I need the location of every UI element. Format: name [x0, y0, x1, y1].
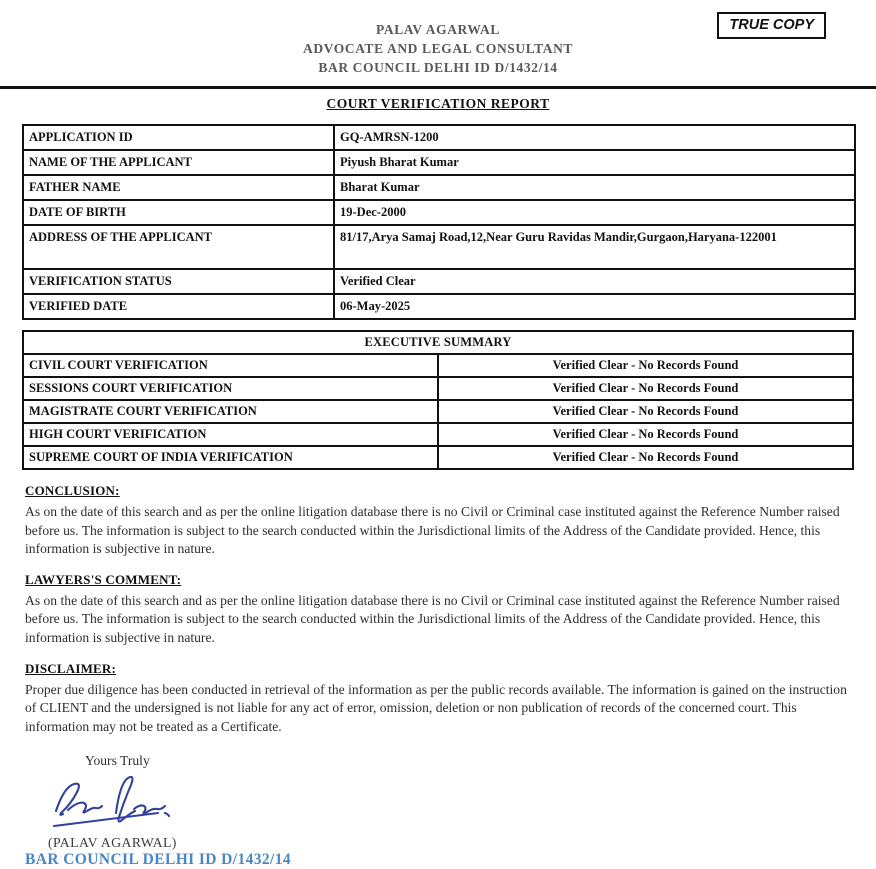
field-value: 19-Dec-2000: [334, 200, 855, 225]
verification-result: Verified Clear - No Records Found: [438, 354, 853, 377]
field-label: ADDRESS OF THE APPLICANT: [23, 225, 334, 269]
true-copy-stamp: TRUE COPY: [717, 12, 826, 39]
verification-result: Verified Clear - No Records Found: [438, 446, 853, 469]
table-row: [23, 200, 855, 225]
verification-label: MAGISTRATE COURT VERIFICATION: [23, 400, 438, 423]
section-body: As on the date of this search and as per the online litigation database there is no Civil or Criminal case instituted against the Reference Number raised before us. The information is subject to the search conducted within the Jurisdictional limits of the Address of the Candidate provided. Hence, this information is subjective in nature.: [25, 592, 840, 645]
verification-label: SESSIONS COURT VERIFICATION: [23, 377, 438, 400]
text-sections: [25, 483, 856, 736]
section-heading: LAWYERS'S COMMENT:: [25, 571, 182, 587]
signatory-name: (PALAV AGARWAL): [48, 835, 177, 851]
advocate-bar-id: BAR COUNCIL DELHI ID D/1432/14: [318, 60, 558, 75]
verification-label: HIGH COURT VERIFICATION: [23, 423, 438, 446]
section-heading: DISCLAIMER:: [25, 660, 117, 676]
table-row: [23, 150, 855, 175]
executive-summary-title: EXECUTIVE SUMMARY: [23, 331, 853, 354]
field-label: NAME OF THE APPLICANT: [23, 150, 334, 175]
table-row: [23, 125, 855, 150]
table-header-row: [23, 331, 853, 354]
field-label: VERIFIED DATE: [23, 294, 334, 319]
table-row: [23, 225, 855, 269]
applicant-table: [22, 124, 856, 320]
field-value: 06-May-2025: [334, 294, 855, 319]
verification-result: Verified Clear - No Records Found: [438, 377, 853, 400]
field-label: FATHER NAME: [23, 175, 334, 200]
table-row: [23, 377, 853, 400]
section-conclusion: [25, 483, 856, 559]
advocate-name: PALAV AGARWAL: [376, 22, 500, 37]
signature-ink: [46, 773, 876, 835]
section-disclaimer: [25, 661, 856, 737]
verification-result: Verified Clear - No Records Found: [438, 400, 853, 423]
table-row: [23, 269, 855, 294]
section-body: As on the date of this search and as per the online litigation database there is no Civil or Criminal case instituted against the Reference Number raised before us. The information is subject to the search conducted within the Jurisdictional limits of the Address of the Candidate provided. Hence, this information is subjective in nature.: [25, 504, 840, 557]
advocate-title: ADVOCATE AND LEGAL CONSULTANT: [302, 41, 574, 56]
section-body: Proper due diligence has been conducted in retrieval of the information as per the public records available. The information is gained on the instruction of CLIENT and the undersigned is not liable for any act of error, omission, deletion or non publication of records of the concerned court. This information may not be treated as a Certificate.: [25, 681, 847, 734]
field-label: DATE OF BIRTH: [23, 200, 334, 225]
table-row: [23, 446, 853, 469]
field-label: APPLICATION ID: [23, 125, 334, 150]
table-row: [23, 175, 855, 200]
field-value: Bharat Kumar: [334, 175, 855, 200]
report-title: COURT VERIFICATION REPORT: [326, 96, 550, 111]
table-row: [23, 354, 853, 377]
field-value: Piyush Bharat Kumar: [334, 150, 855, 175]
table-row: [23, 423, 853, 446]
table-row: [23, 294, 855, 319]
verification-label: SUPREME COURT OF INDIA VERIFICATION: [23, 446, 438, 469]
section-lawyers-comment: [25, 572, 856, 648]
section-heading: CONCLUSION:: [25, 483, 120, 498]
field-value: GQ-AMRSN-1200: [334, 125, 855, 150]
field-label: VERIFICATION STATUS: [23, 269, 334, 294]
signature-salutation: Yours Truly: [85, 753, 150, 769]
signatory-bar-id: BAR COUNCIL DELHI ID D/1432/14: [25, 851, 292, 869]
signature-ink-svg: [46, 773, 178, 835]
field-value: 81/17,Arya Samaj Road,12,Near Guru Ravidas Mandir,Gurgaon,Haryana-122001: [334, 225, 855, 269]
verification-result: Verified Clear - No Records Found: [438, 423, 853, 446]
table-row: [23, 400, 853, 423]
divider-rule: [0, 86, 876, 89]
verification-label: CIVIL COURT VERIFICATION: [23, 354, 438, 377]
executive-summary-table: [22, 330, 854, 470]
field-value: Verified Clear: [334, 269, 855, 294]
